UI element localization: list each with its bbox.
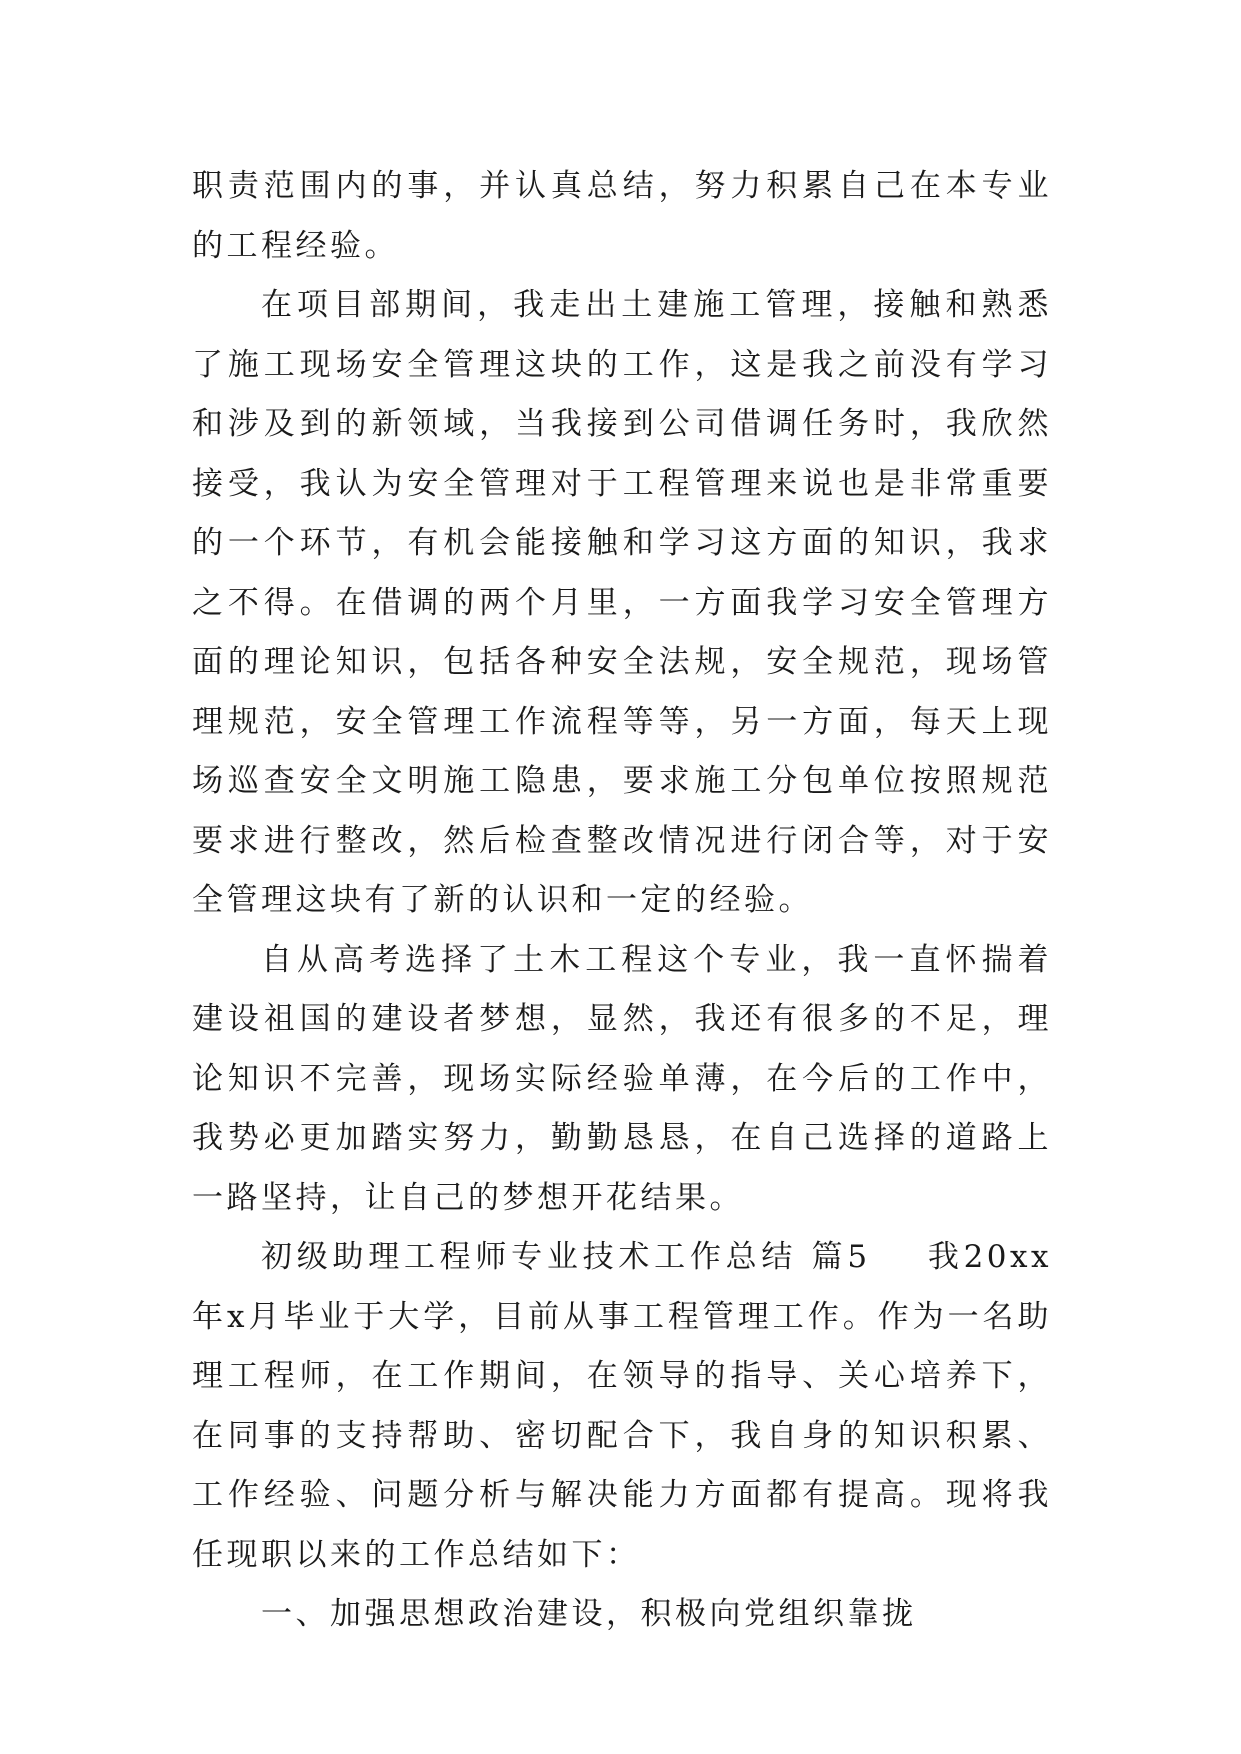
- paragraph-safety-management: 在项目部期间，我走出土建施工管理，接触和熟悉了施工现场安全管理这块的工作，这是我之前没有学习和涉及到的新领域，当我接到公司借调任务时，我欣然接受，我认为安全管理对于工程管理来说也是非常重要的一个环节，有机会能接触和学习这方面的知识，我求之不得。在借调的两个月里，一方面我学习安全管理方面的理论知识，包括各种安全法规，安全规范，现场管理规范，安全管理工作流程等等，另一方面，每天上现场巡查安全文明施工隐患，要求施工分包单位按照规范要求进行整改，然后检查整改情况进行闭合等，对于安全管理这块有了新的认识和一定的经验。: [192, 287, 1052, 918]
- paragraph-career-aspiration: 自从高考选择了土木工程这个专业，我一直怀揣着建设祖国的建设者梦想，显然，我还有很多的不足，理论知识不完善，现场实际经验单薄，在今后的工作中，我势必更加踏实努力，勤勤恳恳，在自己选择的道路上一路坚持，让自己的梦想开花结果。: [192, 941, 1052, 1216]
- subheading-political-construction: 一、加强思想政治建设，积极向党组织靠拢: [261, 1596, 917, 1632]
- section-intro-text: 我20xx年x月毕业于大学，目前从事工程管理工作。作为一名助理工程师，在工作期间，在领导的指导、关心培养下，在同事的支持帮助、密切配合下，我自身的知识积累、工作经验、问题分析与解决能力方面都有提高。现将我任现职以来的工作总结如下：: [192, 1239, 1052, 1573]
- paragraph-section-5: [192, 1228, 1052, 1585]
- document-body: [192, 157, 1052, 1645]
- section-title: 初级助理工程师专业技术工作总结 篇5: [261, 1239, 871, 1275]
- paragraph-continued: 职责范围内的事，并认真总结，努力积累自己在本专业的工程经验。: [192, 168, 1052, 264]
